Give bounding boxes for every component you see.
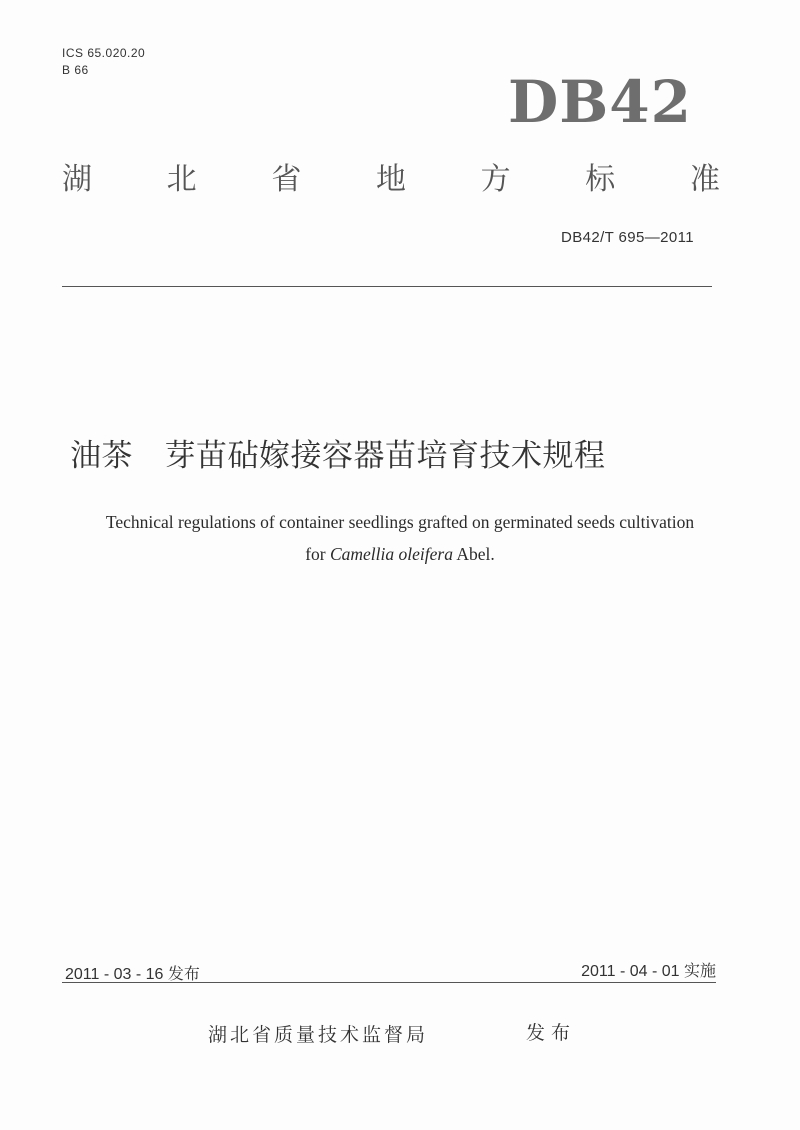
standard-type-heading: [62, 160, 720, 200]
ics-code: ICS 65.020.20: [62, 46, 146, 60]
issue-date: 2011 - 03 - 16 发布: [65, 966, 200, 983]
publish-label: 发布: [526, 1022, 577, 1044]
standard-type-char: 省: [271, 162, 302, 197]
db-logo: DB42: [507, 68, 692, 136]
standard-type-char: 方: [480, 162, 511, 197]
species-name: Camellia oleifera: [329, 544, 453, 564]
chinese-title: 油茶 芽苗砧嫁接容器苗培育技术规程: [70, 438, 606, 474]
standard-type-char: 标: [585, 162, 616, 197]
standard-type-char: 北: [166, 162, 197, 197]
implementation-date: 2011 - 04 - 01 实施: [581, 963, 716, 980]
header-divider: [62, 286, 712, 287]
standard-type-char: 地: [375, 162, 406, 197]
english-title: [50, 506, 750, 570]
standard-type-char: 湖: [62, 162, 92, 197]
ccs-code: B 66: [62, 63, 89, 77]
english-title-prefix: for: [305, 544, 330, 564]
standard-number: DB42/T 695—2011: [560, 229, 694, 246]
footer-divider: [62, 982, 716, 983]
standard-type-char: 准: [689, 162, 720, 197]
classification-codes: [62, 45, 145, 79]
english-title-suffix: Abel.: [452, 544, 495, 564]
publisher-name: 湖北省质量技术监督局: [208, 1024, 429, 1046]
english-title-line-1: Technical regulations of container seedlings grafted on germinated seeds cultivation: [105, 512, 695, 532]
english-title-line-2: [50, 538, 750, 570]
